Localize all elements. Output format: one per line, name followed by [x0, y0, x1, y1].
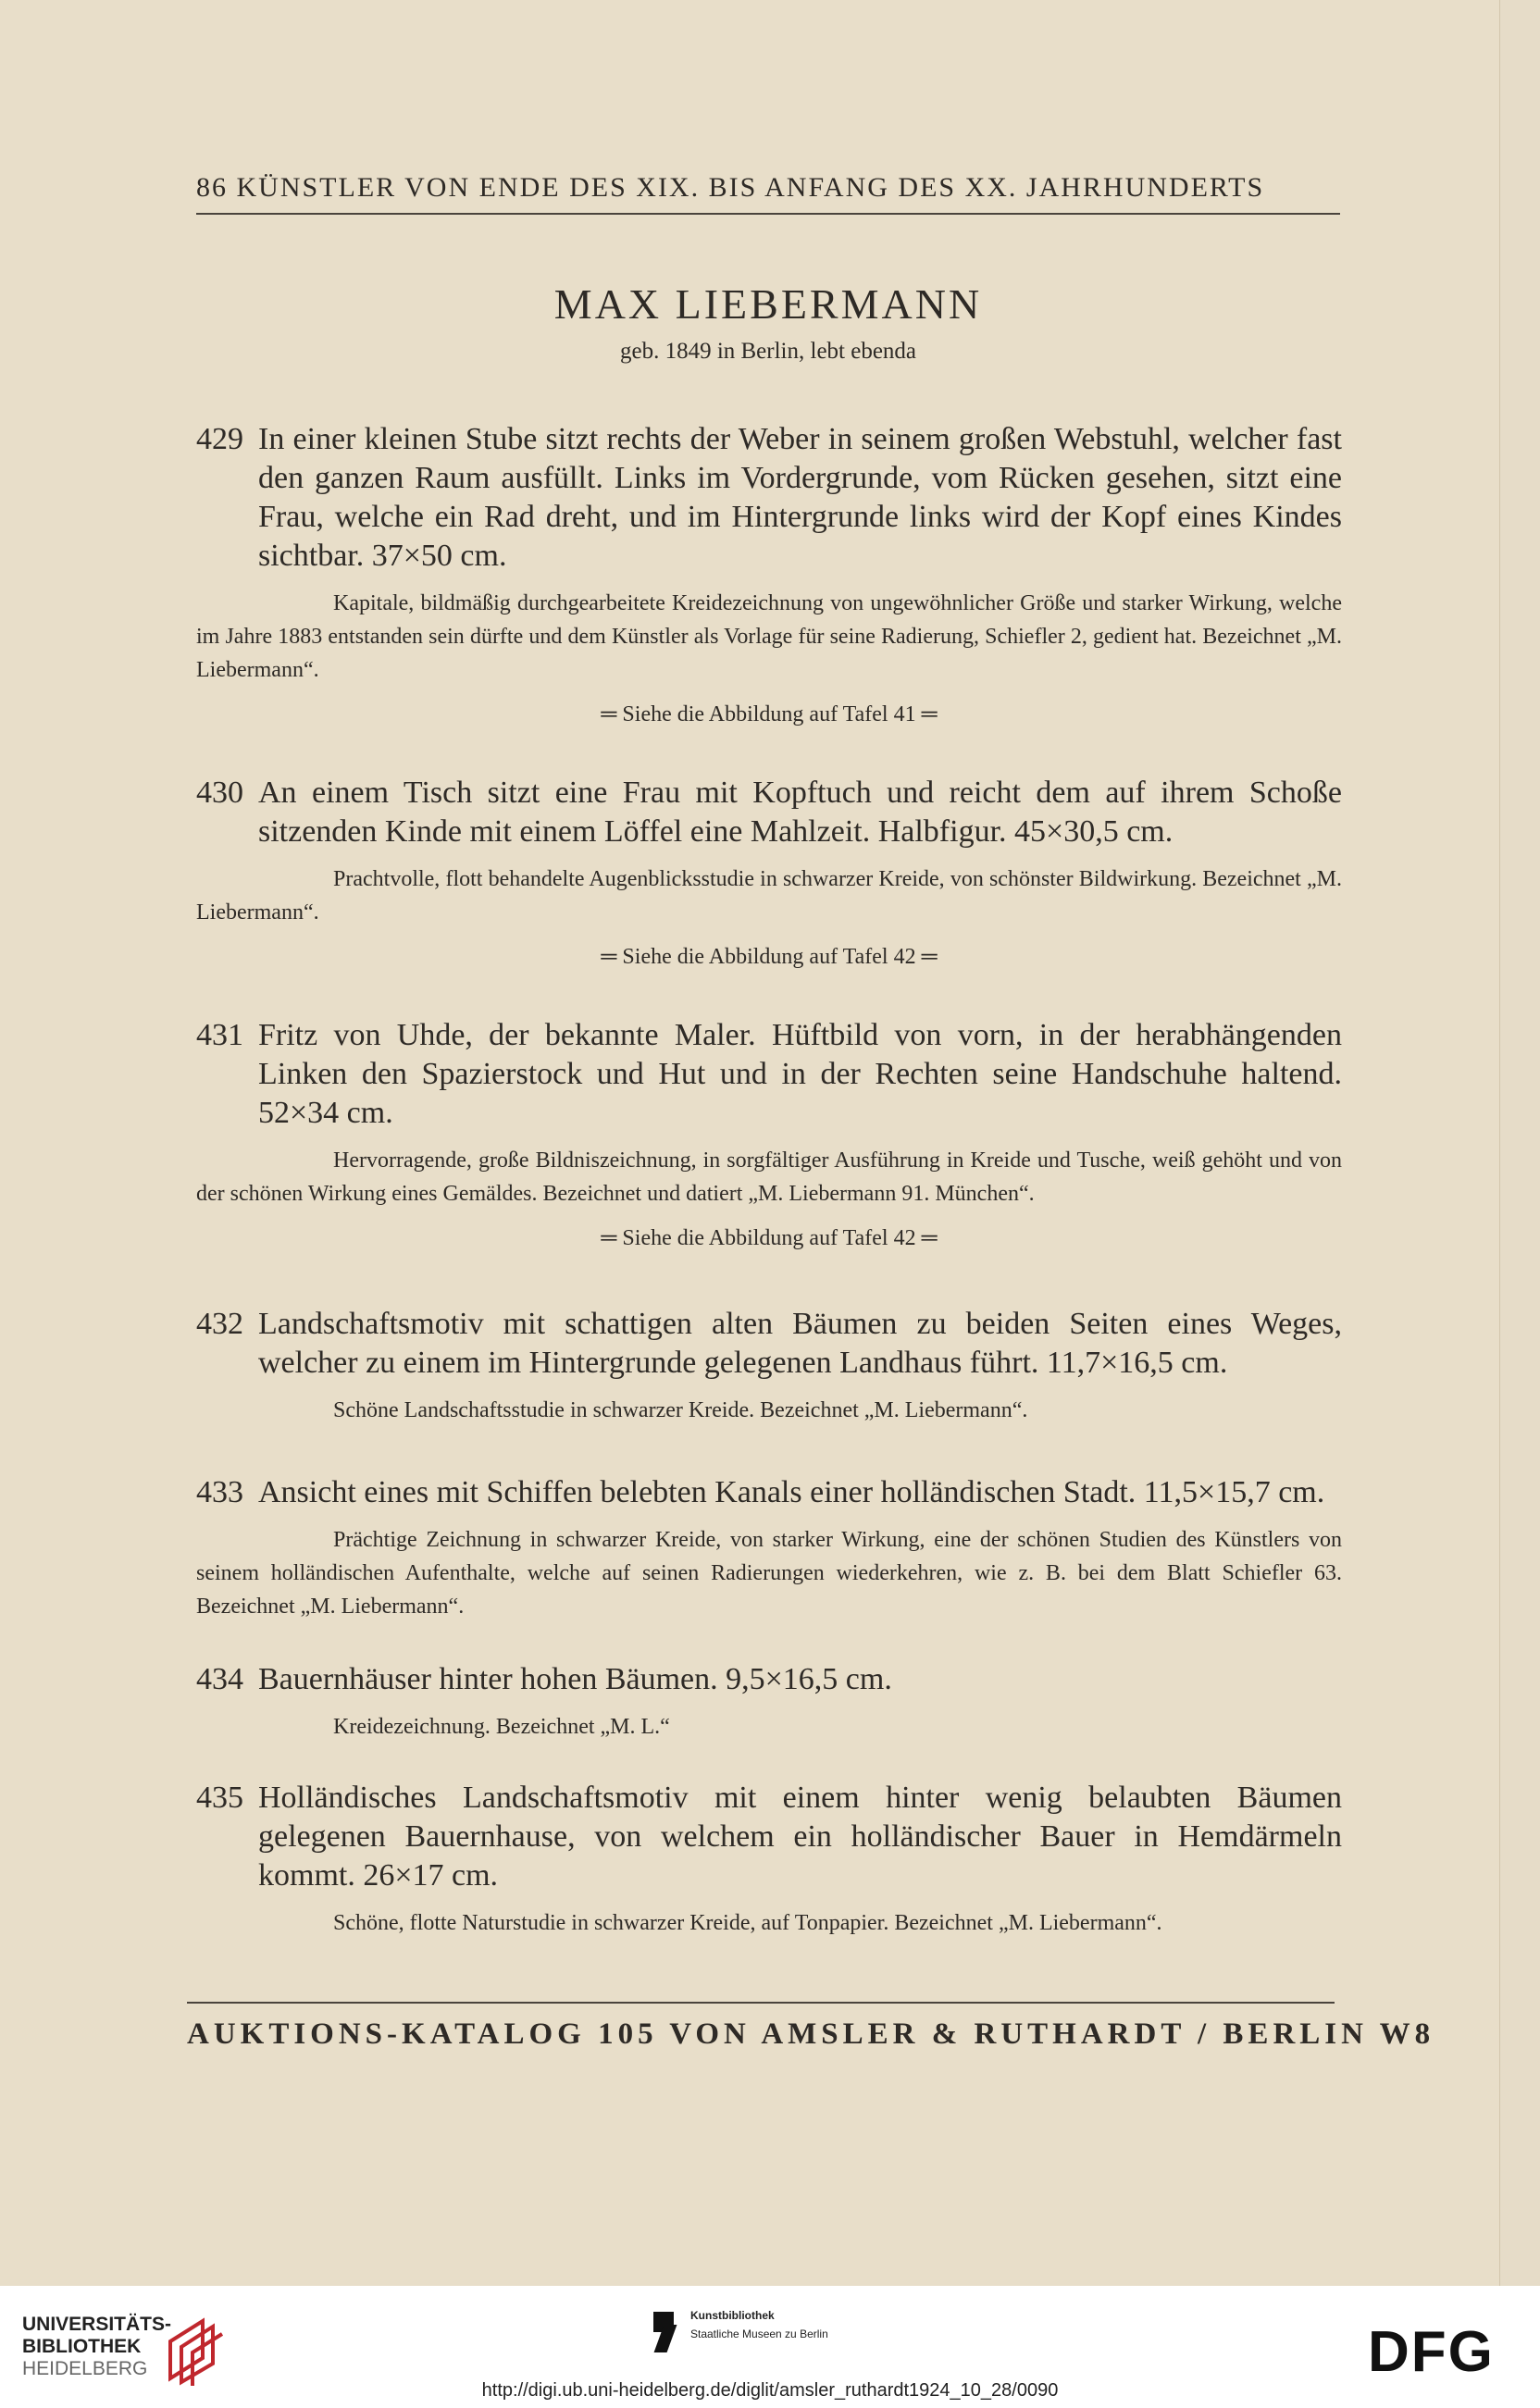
lot-note: Kapitale, bildmäßig durchgearbeitete Kreidezeichnung von ungewöhnlicher Größe und starker Wirkung, welche im Jahre 1883 entstanden sein dürfte und dem Künstler als Vorlage für seine Radierung, Schiefler 2, gedient hat. Bezeichnet „M. Liebermann“. [196, 591, 1342, 682]
plate-reference: ═ Siehe die Abbildung auf Tafel 41 ═ [601, 702, 938, 726]
plate-reference: ═ Siehe die Abbildung auf Tafel 42 ═ [601, 1226, 938, 1250]
plate-reference: ═ Siehe die Abbildung auf Tafel 42 ═ [601, 945, 938, 969]
lot-note: Prächtige Zeichnung in schwarzer Kreide, von starker Wirkung, eine der schönen Studien des Künstlers von seinem holländischen Aufenthalte, welche auf seinen Radierungen wiederkehren, wie z. B. bei dem Blatt Schiefler 63. Bezeichnet „M. Liebermann“. [196, 1528, 1342, 1619]
lot-note: Prachtvolle, flott behandelte Augenblicksstudie in schwarzer Kreide, von schönster Bildwirkung. Bezeichnet „M. Liebermann“. [196, 867, 1342, 925]
dfg-logo[interactable]: DFG [1368, 2320, 1495, 2384]
lot-number: 429 [196, 422, 243, 456]
lot-number: 430 [196, 776, 243, 810]
lot-title: Landschaftsmotiv mit schattigen alten Bäumen zu beiden Seiten eines Weges, welcher zu einem im Hintergrunde gelegenen Landhaus führt. 11,7×16,5 cm. [258, 1307, 1342, 1380]
lot-432 [196, 1305, 1342, 1427]
lot-title: Holländisches Landschaftsmotiv mit einem hinter wenig belaubten Bäumen gelegenen Bauernhause, von welchem ein holländischer Bauer in Hemdärmeln kommt. 26×17 cm. [258, 1781, 1342, 1893]
lot-note: Kreidezeichnung. Bezeichnet „M. L.“ [333, 1715, 670, 1739]
lot-434 [196, 1660, 1342, 1744]
kb-logo-text [690, 2306, 828, 2343]
kb-line2: Staatliche Museen zu Berlin [690, 2327, 828, 2340]
lot-number: 432 [196, 1307, 243, 1341]
lot-number: 434 [196, 1662, 243, 1696]
permalink-url[interactable]: http://digi.ub.uni-heidelberg.de/diglit/amsler_ruthardt1924_10_28/0090 [481, 2380, 1059, 2401]
lot-note: Schöne Landschaftsstudie in schwarzer Kreide. Bezeichnet „M. Liebermann“. [333, 1398, 1028, 1422]
artist-dates: geb. 1849 in Berlin, lebt ebenda [619, 339, 917, 364]
lot-title: In einer kleinen Stube sitzt rechts der Weber in seinem großen Webstuhl, welcher fast den ganzen Raum ausfüllt. Links im Vordergrunde, vom Rücken gesehen, sitzt eine Frau, welche ein Rad dreht, und im Hintergrunde links wird der Kopf eines Kindes sichtbar. 37×50 cm. [258, 422, 1342, 573]
lot-number: 433 [196, 1475, 243, 1509]
lot-431 [196, 1016, 1342, 1255]
ub-heidelberg-logo[interactable] [22, 2314, 244, 2388]
ub-emblem-icon [161, 2314, 235, 2388]
artist-name: MAX LIEBERMANN [553, 280, 983, 328]
ub-line1: UNIVERSITÄTS- [22, 2314, 172, 2335]
lot-note: Hervorragende, große Bildniszeichnung, in sorgfältiger Ausführung in Kreide und Tusche, weiß gehöht und von der schönen Wirkung eines Gemäldes. Bezeichnet und datiert „M. Liebermann 91. München“. [196, 1148, 1342, 1206]
lot-429 [196, 420, 1342, 731]
kunstbibliothek-logo[interactable] [653, 2306, 894, 2362]
ub-line2: BIBLIOTHEK [22, 2336, 142, 2357]
footer-rule [187, 2002, 1335, 2004]
lot-title: Fritz von Uhde, der bekannte Maler. Hüftbild von vorn, in der herabhängenden Linken den Spazierstock und Hut und in der Rechten seine Handschuhe haltend. 52×34 cm. [258, 1018, 1342, 1130]
running-head: 86 KÜNSTLER VON ENDE DES XIX. BIS ANFANG DES XX. JAHRHUNDERTS [196, 172, 1340, 215]
lot-433 [196, 1473, 1342, 1623]
lot-title: An einem Tisch sitzt eine Frau mit Kopftuch und reicht dem auf ihrem Schoße sitzenden Kinde mit einem Löffel eine Mahlzeit. Halbfigur. 45×30,5 cm. [258, 776, 1342, 849]
lot-number: 431 [196, 1018, 243, 1052]
catalog-footer: AUKTIONS-KATALOG 105 VON AMSLER & RUTHARDT / BERLIN W8 [187, 2017, 1435, 2051]
lot-note: Schöne, flotte Naturstudie in schwarzer Kreide, auf Tonpapier. Bezeichnet „M. Liebermann“. [333, 1911, 1162, 1935]
lot-title: Bauernhäuser hinter hohen Bäumen. 9,5×16,5 cm. [258, 1662, 892, 1696]
ub-logo-text [22, 2314, 171, 2380]
ub-line3: HEIDELBERG [22, 2358, 148, 2379]
lot-435 [196, 1779, 1342, 1940]
lot-430 [196, 774, 1342, 974]
lot-title: Ansicht eines mit Schiffen belebten Kanals einer holländischen Stadt. 11,5×15,7 cm. [258, 1475, 1325, 1509]
kb-line1: Kunstbibliothek [690, 2309, 775, 2322]
lot-number: 435 [196, 1781, 243, 1815]
